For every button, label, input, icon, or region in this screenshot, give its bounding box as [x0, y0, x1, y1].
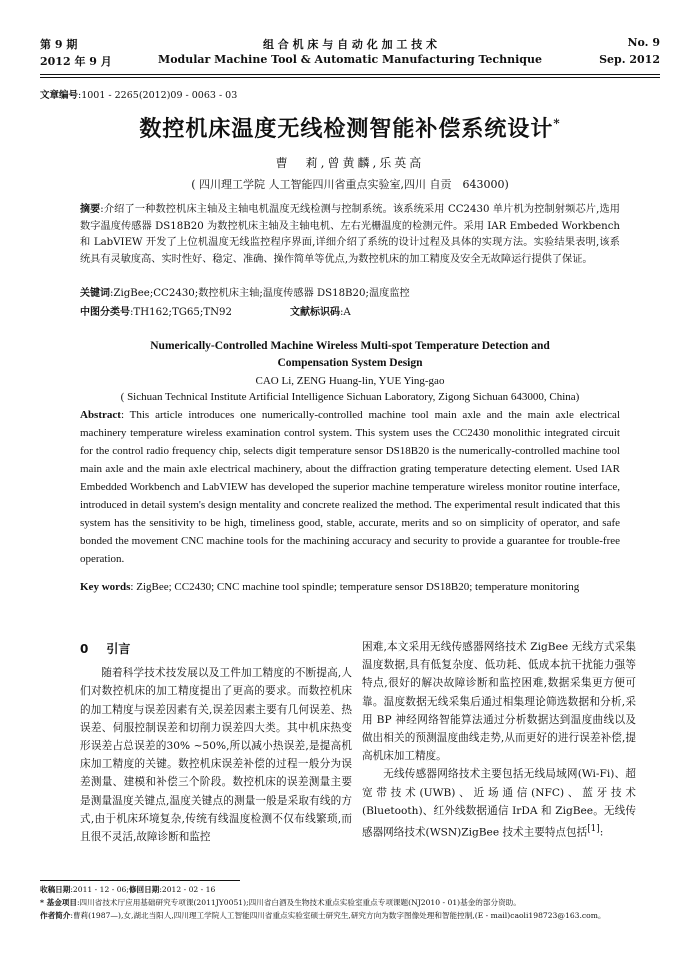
revised-label: 修回日期	[128, 885, 160, 894]
date-en: Sep. 2012	[599, 53, 660, 66]
keywords-en	[80, 578, 620, 596]
title-en-line1: Numerically-Controlled Machine Wireless Multi-spot Temperature Detection and	[150, 340, 550, 352]
footnote-rule	[40, 880, 240, 881]
classification	[80, 303, 351, 318]
doc-code-label: 文献标识码	[290, 307, 340, 318]
header-rule-thin	[40, 77, 660, 78]
article-number-value: :1001 - 2265(2012)09 - 0063 - 03	[78, 90, 238, 101]
date-cn: 2012 年 9 月	[40, 55, 112, 68]
footnote-fund	[40, 897, 660, 910]
title-cn	[40, 112, 660, 143]
author-bio-value: :曹莉(1987—),女,湖北当阳人,四川理工学院人工智能四川省重点实验室硕士研究生,研究方向为数字图像处理和智能控制,(E - mail)caoli198723@163.com。	[70, 910, 606, 920]
section-number: 0	[80, 642, 89, 656]
keywords-cn-text: :ZigBee;CC2430;数控机床主轴;温度传感器 DS18B20;温度监控	[110, 288, 410, 299]
journal-header	[40, 36, 660, 72]
footnote-author	[40, 910, 660, 923]
clc-label: 中图分类号	[80, 307, 130, 318]
clc-value: :TH162;TG65;TN92	[130, 307, 232, 318]
body-paragraph: 困难,本文采用无线传感器网络技术 ZigBee 无线方式采集温度数据,具有低复杂度、低功耗、低成本抗干扰能力强等特点,很好的解决故障诊断和监控困难,数据采集更方便可靠。温度数据无线采集后通过相集理论筛选数据和分析,采用 BP 神经网络智能算法通过分析数据达到温度曲线以及做出相关的预测温度曲线走势,从而更好的进行误差补偿,提高机床加工精度。	[362, 641, 636, 763]
header-rule-thick	[40, 74, 660, 75]
title-en	[60, 338, 640, 372]
abstract-en-text: : This article introduces one numerically-controlled machine tool main axle and the main axle electrical machinery temperature wireless examination control system. This system uses the CC2430 monolithic integrated circuit for the control radio frequency chip, selects digit temperature sensor DS18B20 is the numerically-controlled machine tool main axle and the main axle electrical machinery, about the diffraction grating temperature detecting element. Used IAR Embedded Workbench and LabVIEW has developed the superior machine temperature wireless monitor routine interface, introduced in detail system's design mentality and concrete realized the method. The experimental result indicated that this system has the sensitivity to be high, timeliness good, stable, accurate, merits and so on simplicity of operator, and safe bonded the movement CNC machine tools for the machining accuracy and security to provide a guarantee for trouble-free operation.	[80, 409, 620, 565]
authors-en: CAO Li, ZENG Huang-lin, YUE Ying-gao	[255, 375, 445, 387]
article-number-label: 文章编号	[40, 90, 79, 101]
body-text: 无线传感器网络技术主要包括无线局域网(Wi-Fi)、超宽带技术(UWB)、近场通信(NFC)、蓝牙技术(Bluetooth)、红外线数据通信 IrDA 和 ZigBee。无线传感器网络技术(WSN)ZigBee 技术主要特点包括	[362, 768, 636, 839]
keywords-cn	[80, 286, 620, 303]
footnotes	[40, 884, 660, 922]
journal-name-en: Modular Machine Tool & Automatic Manufacturing Technique	[158, 53, 542, 66]
issue-en: No. 9	[627, 36, 660, 49]
journal-name-cn: 组 合 机 床 与 自 动 化 加 工 技 术	[262, 38, 438, 51]
fund-label: * 基金项目	[40, 897, 77, 907]
doc-code-value: :A	[340, 307, 351, 318]
abstract-cn-label: 摘要	[80, 204, 101, 215]
title-en-line2: Compensation System Design	[277, 357, 423, 369]
body-paragraph	[362, 765, 636, 841]
title-fund-mark: *	[553, 116, 561, 131]
body-column-left	[80, 640, 352, 846]
citation-ref[interactable]: [1]	[587, 824, 600, 835]
body-paragraph: 随着科学技术技发展以及工件加工精度的不断提高,人们对数控机床的加工精度提出了更高的要求。而数控机床的加工精度与误差因素有关,误差因素主要有几何误差、热误差、伺服控制误差和切削力误差四大类。其中机床热变形误差占总误差的30% ~50%,所以减小热误差,是提高机床加工精度的关键。数控机床误差补偿的过程一般分为误差测量、建模和补偿三个阶段。数控机床的误差测量主要是测量温度关键点,温度关键点的测量一般是采取有线的方式,由于机床环境复杂,传统有线温度检测不仅布线繁琐,而且很不灵活,故障诊断和监控	[80, 667, 352, 844]
issue-cn: 第 9 期	[40, 38, 78, 51]
authors-cn: 曹 莉,曾黄麟,乐英高	[275, 156, 425, 170]
abstract-en	[80, 406, 620, 568]
received-label: 收稿日期	[40, 885, 71, 894]
fund-value: :四川省技术厅应用基础研究专项课(2011JY0051);四川省白酒及生物技术重点实验室重点专项课题(NJ2010 - 01)基金的部分资助。	[77, 897, 521, 907]
section-heading	[80, 640, 352, 658]
abstract-cn-text: :介绍了一种数控机床主轴及主轴电机温度无线检测与控制系统。该系统采用 CC2430 单片机为控制射频芯片,选用数字温度传感器 DS18B20 为数控机床主轴及主轴电机、左右光栅温度的检测元件。采用 IAR Embeded Workbench 和 LabVIEW 开发了上位机温度无线监控程序界面,详细介绍了系统的设计过程及具体的实现方法。实验结果表明,该系统具有灵敏度高、实时性好、稳定、准确、操作简单等优点,为数控机床的加工精度及安全无故障运行提供了保证。	[80, 204, 620, 265]
article-number	[40, 87, 237, 101]
affiliation-en: ( Sichuan Technical Institute Artificial Intelligence Sichuan Laboratory, Zigong Sichuan 643000, China)	[120, 391, 580, 403]
revised-value: :2012 - 02 - 16	[159, 885, 216, 894]
author-bio-label: 作者简介	[40, 910, 71, 920]
received-value: :2011 - 12 - 06;	[70, 885, 129, 894]
section-title: 引言	[106, 642, 131, 656]
keywords-cn-label: 关键词	[80, 288, 110, 299]
keywords-en-text: : ZigBee; CC2430; CNC machine tool spindle; temperature sensor DS18B20; temperature monitoring	[130, 581, 580, 593]
abstract-cn	[80, 202, 620, 268]
abstract-en-label: Abstract	[80, 409, 121, 421]
footnote-dates	[40, 884, 660, 897]
title-cn-text: 数控机床温度无线检测智能补偿系统设计	[139, 116, 554, 142]
affiliation-cn: ( 四川理工学院 人工智能四川省重点实验室,四川 自贡 643000)	[191, 178, 509, 191]
keywords-en-label: Key words	[80, 581, 131, 593]
body-column-right	[362, 638, 636, 842]
body-text-end: :	[599, 826, 604, 839]
